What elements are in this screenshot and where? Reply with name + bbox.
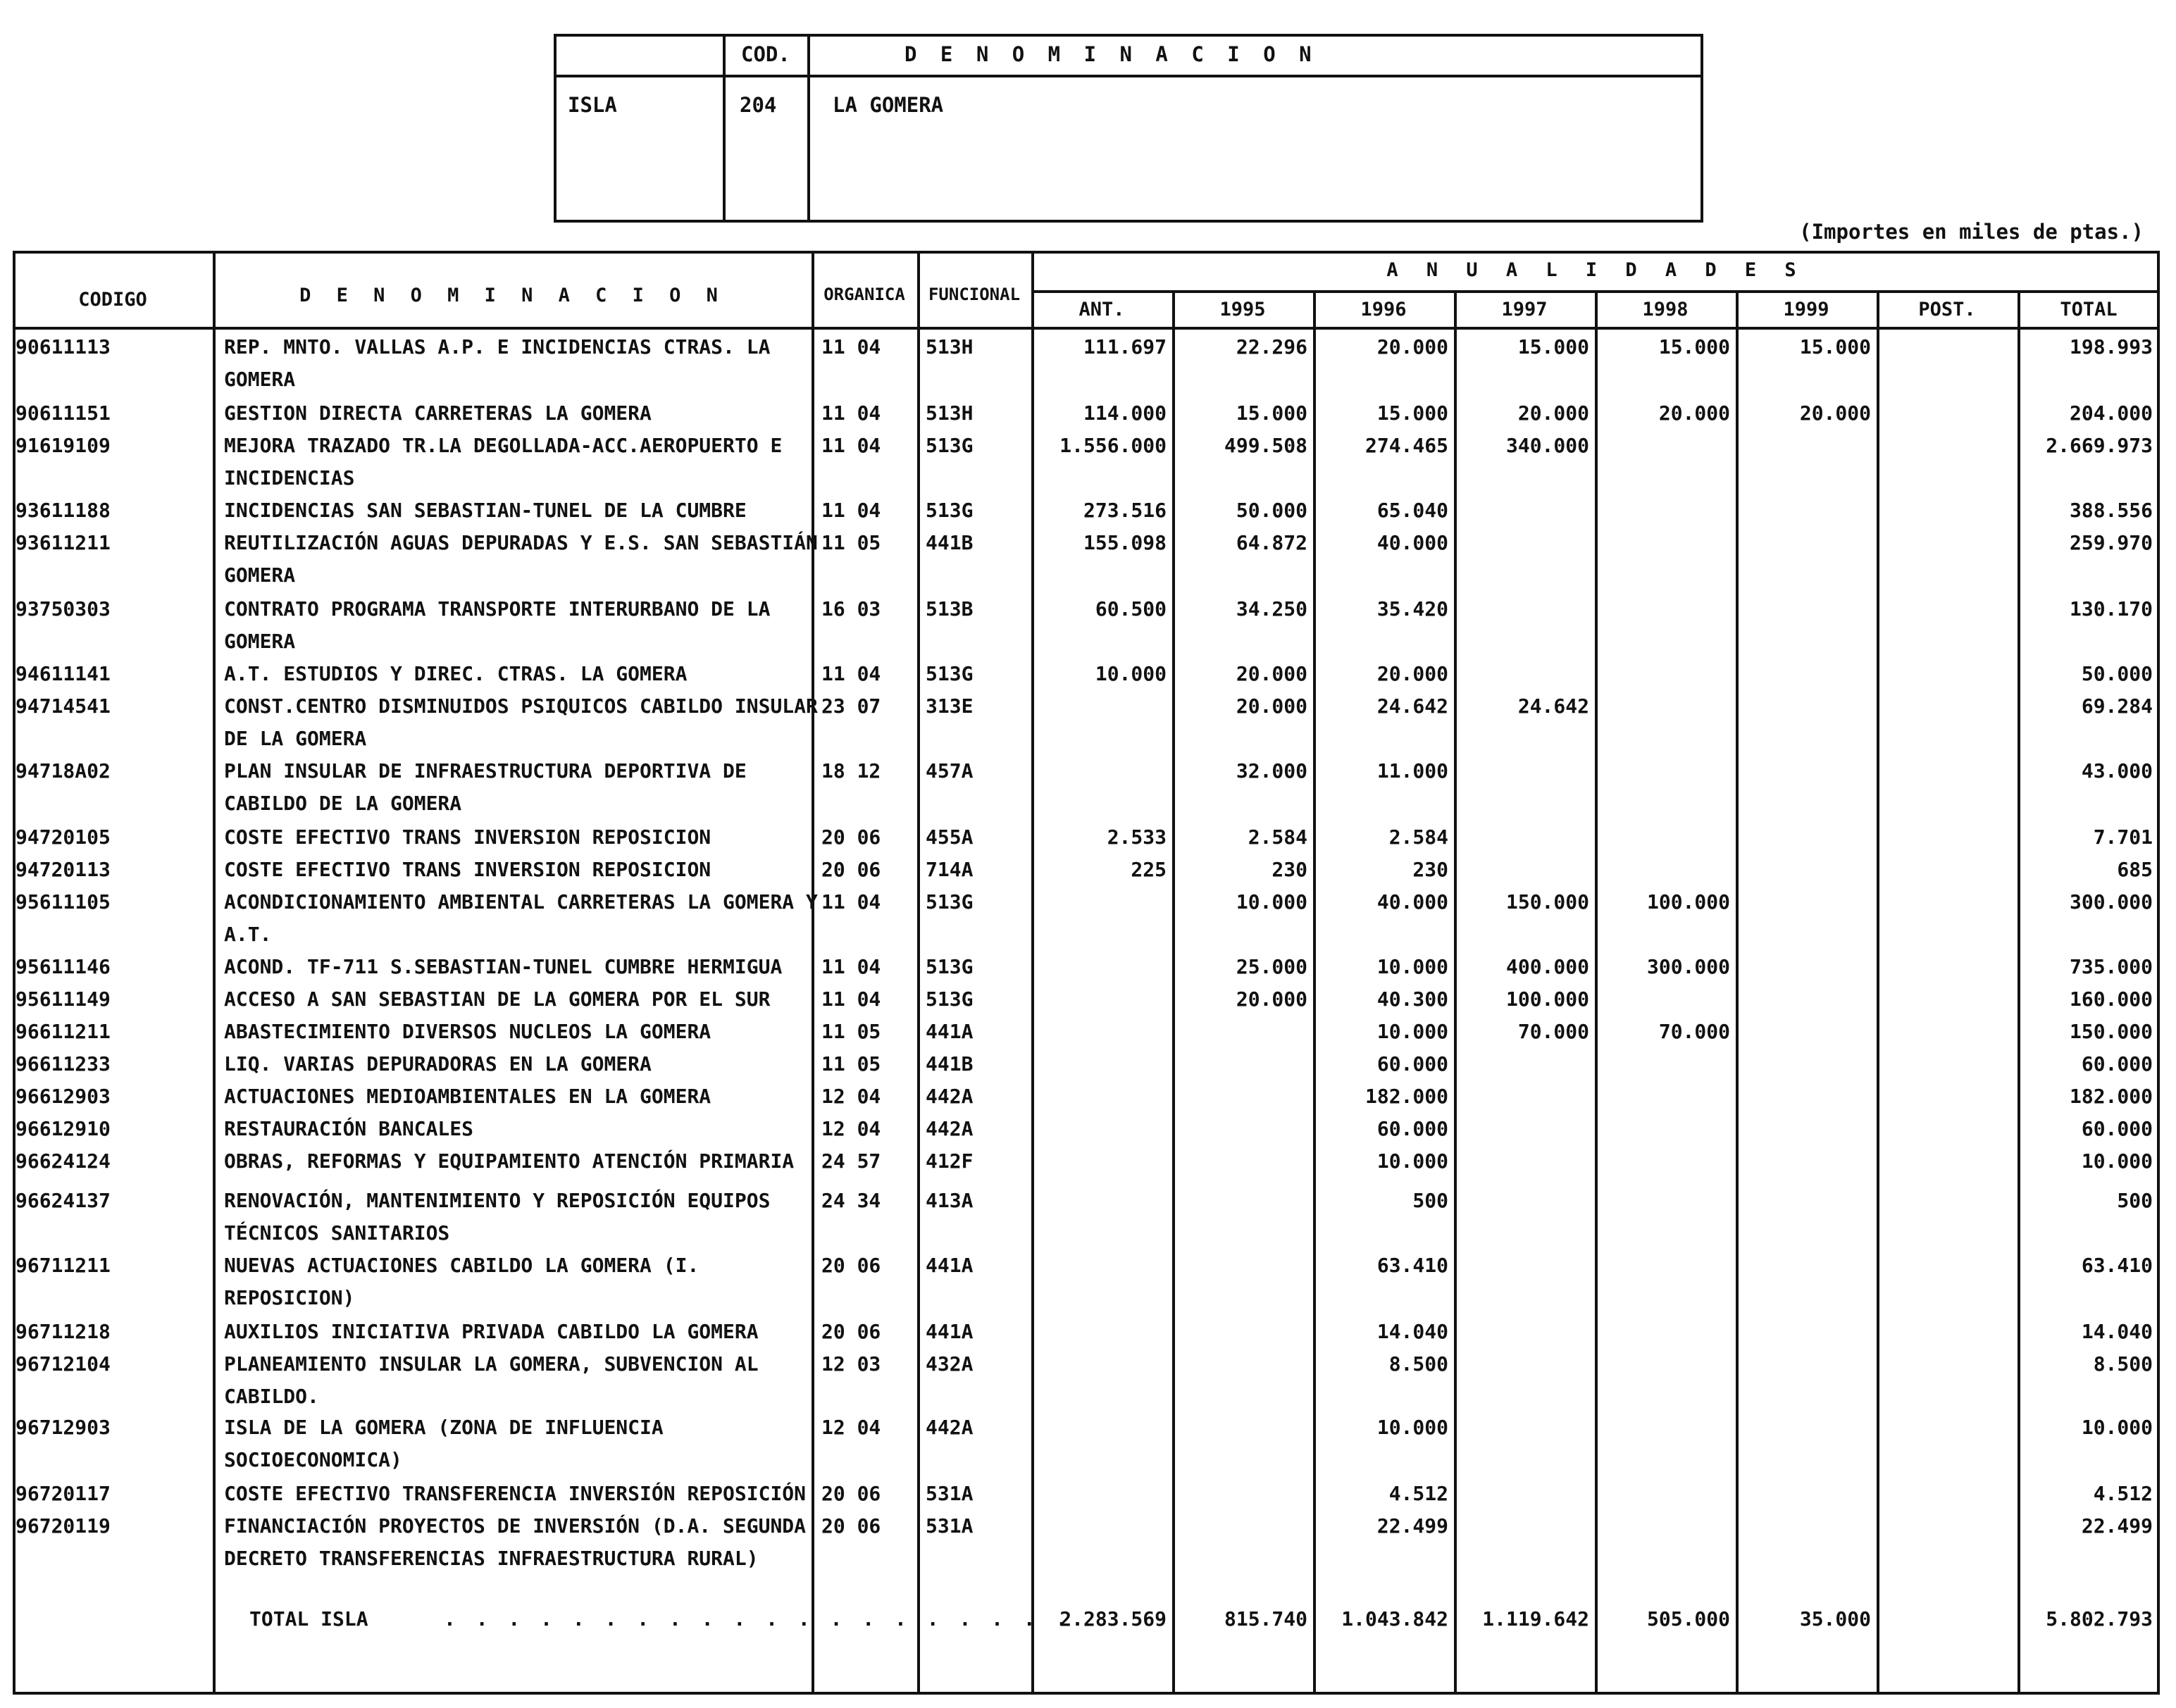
cell-funcional: 457A xyxy=(926,759,974,783)
cell-funcional: 432A xyxy=(926,1352,974,1376)
cell-organica: 12 04 xyxy=(821,1416,881,1439)
cell-1995: 50.000 xyxy=(1236,499,1307,522)
cell-codigo: 95611149 xyxy=(15,987,111,1011)
cell-funcional: 441A xyxy=(926,1320,974,1343)
cell-ant: 273.516 xyxy=(1083,499,1167,522)
cell-denominacion: ACOND. TF-711 S.SEBASTIAN-TUNEL CUMBRE HERMIGUA xyxy=(224,955,783,978)
th-1995: 1995 xyxy=(1219,299,1266,320)
cell-1996: 4.512 xyxy=(1388,1482,1448,1505)
cell-total: 500 xyxy=(2117,1189,2153,1212)
cell-total: 685 xyxy=(2117,858,2153,881)
cell-1996: 10.000 xyxy=(1376,1149,1448,1173)
cell-funcional: 442A xyxy=(926,1416,974,1439)
cell-denominacion: ACTUACIONES MEDIOAMBIENTALES EN LA GOMERA xyxy=(224,1085,711,1108)
cell-denominacion: MEJORA TRAZADO TR.LA DEGOLLADA-ACC.AEROPUERTO E INCIDENCIAS xyxy=(224,434,783,490)
cell-codigo: 96611233 xyxy=(15,1052,111,1076)
cell-1996: 40.000 xyxy=(1376,531,1448,554)
cell-1996: 15.000 xyxy=(1376,401,1448,425)
th-denominacion: D E N O M I N A C I O N xyxy=(299,285,725,306)
cell-denominacion: RESTAURACIÓN BANCALES xyxy=(224,1117,474,1140)
cell-total: 130.170 xyxy=(2069,597,2153,621)
cell-codigo: 96624124 xyxy=(15,1149,111,1173)
cell-codigo: 96612910 xyxy=(15,1117,111,1140)
cell-denominacion: NUEVAS ACTUACIONES CABILDO LA GOMERA (I. REPOSICION) xyxy=(224,1254,700,1309)
cell-organica: 11 04 xyxy=(821,434,881,457)
cell-codigo: 90611151 xyxy=(15,401,111,425)
cell-denominacion: GESTION DIRECTA CARRETERAS LA GOMERA xyxy=(224,401,652,425)
cell-total: 2.669.973 xyxy=(2046,434,2153,457)
cell-funcional: 441A xyxy=(926,1020,974,1043)
cell-1998: 20.000 xyxy=(1658,401,1730,425)
cell-total: 160.000 xyxy=(2069,987,2153,1011)
cell-1997: 400.000 xyxy=(1505,955,1589,978)
header-divider xyxy=(807,37,810,220)
th-1998: 1998 xyxy=(1642,299,1689,320)
cell-ant: 225 xyxy=(1131,858,1167,881)
cell-funcional: 531A xyxy=(926,1482,974,1505)
cell-1996: 22.499 xyxy=(1376,1514,1448,1538)
cell-1995: 499.508 xyxy=(1224,434,1307,457)
cell-organica: 11 04 xyxy=(821,499,881,522)
cell-ant: 111.697 xyxy=(1083,335,1167,359)
cell-1995: 230 xyxy=(1272,858,1307,881)
cell-1995: 25.000 xyxy=(1236,955,1307,978)
cell-organica: 24 57 xyxy=(821,1149,881,1173)
total-1998: 505.000 xyxy=(1646,1607,1730,1631)
header-rule xyxy=(1031,290,2160,293)
cell-total: 198.993 xyxy=(2069,335,2153,359)
cell-1997: 100.000 xyxy=(1505,987,1589,1011)
cell-organica: 16 03 xyxy=(821,597,881,621)
cell-funcional: 513H xyxy=(926,401,974,425)
header-rule xyxy=(13,327,2160,330)
cell-1995: 10.000 xyxy=(1236,890,1307,914)
cell-ant: 114.000 xyxy=(1083,401,1167,425)
cell-total: 60.000 xyxy=(2081,1117,2153,1140)
cell-codigo: 94611141 xyxy=(15,662,111,685)
cell-1996: 20.000 xyxy=(1376,662,1448,685)
cell-1998: 100.000 xyxy=(1646,890,1730,914)
cell-denominacion: REUTILIZACIÓN AGUAS DEPURADAS Y E.S. SAN SEBASTIÁN GOMERA xyxy=(224,531,818,587)
cell-1995: 64.872 xyxy=(1236,531,1307,554)
cell-funcional: 412F xyxy=(926,1149,974,1173)
header-rule xyxy=(557,75,1701,77)
cell-total: 182.000 xyxy=(2069,1085,2153,1108)
cell-funcional: 513G xyxy=(926,890,974,914)
cell-codigo: 96711211 xyxy=(15,1254,111,1277)
cell-1996: 274.465 xyxy=(1364,434,1448,457)
cell-1996: 35.420 xyxy=(1376,597,1448,621)
cell-organica: 11 04 xyxy=(821,335,881,359)
cell-organica: 18 12 xyxy=(821,759,881,783)
cell-organica: 11 04 xyxy=(821,955,881,978)
cell-funcional: 441B xyxy=(926,531,974,554)
cell-codigo: 94720105 xyxy=(15,825,111,849)
cell-denominacion: ISLA DE LA GOMERA (ZONA DE INFLUENCIA SOCIOECONOMICA) xyxy=(224,1416,664,1471)
cell-denominacion: AUXILIOS INICIATIVA PRIVADA CABILDO LA GOMERA xyxy=(224,1320,759,1343)
col-divider xyxy=(1595,290,1598,1695)
cell-1996: 40.300 xyxy=(1376,987,1448,1011)
cell-ant: 10.000 xyxy=(1095,662,1167,685)
cell-total: 388.556 xyxy=(2069,499,2153,522)
cell-codigo: 96612903 xyxy=(15,1085,111,1108)
cell-1995: 20.000 xyxy=(1236,987,1307,1011)
total-ant: 2.283.569 xyxy=(1059,1607,1167,1631)
cell-denominacion: A.T. ESTUDIOS Y DIREC. CTRAS. LA GOMERA xyxy=(224,662,688,685)
cell-codigo: 90611113 xyxy=(15,335,111,359)
cell-codigo: 93750303 xyxy=(15,597,111,621)
cell-funcional: 513G xyxy=(926,955,974,978)
cell-organica: 20 06 xyxy=(821,1482,881,1505)
cell-codigo: 96712903 xyxy=(15,1416,111,1439)
cell-1996: 10.000 xyxy=(1376,1416,1448,1439)
cell-funcional: 513G xyxy=(926,434,974,457)
cell-1996: 40.000 xyxy=(1376,890,1448,914)
header-col-denominacion: D E N O M I N A C I O N xyxy=(904,42,1317,66)
cell-ant: 1.556.000 xyxy=(1059,434,1167,457)
cell-denominacion: COSTE EFECTIVO TRANS INVERSION REPOSICION xyxy=(224,825,711,849)
cell-codigo: 95611105 xyxy=(15,890,111,914)
cell-total: 259.970 xyxy=(2069,531,2153,554)
cell-1996: 10.000 xyxy=(1376,955,1448,978)
cell-organica: 20 06 xyxy=(821,1320,881,1343)
cell-total: 150.000 xyxy=(2069,1020,2153,1043)
col-divider xyxy=(917,251,920,1695)
cell-codigo: 93611211 xyxy=(15,531,111,554)
cell-1995: 2.584 xyxy=(1248,825,1307,849)
cell-codigo: 94720113 xyxy=(15,858,111,881)
cell-1995: 20.000 xyxy=(1236,662,1307,685)
cell-1997: 20.000 xyxy=(1517,401,1589,425)
cell-1996: 65.040 xyxy=(1376,499,1448,522)
cell-organica: 11 05 xyxy=(821,1020,881,1043)
cell-1996: 60.000 xyxy=(1376,1052,1448,1076)
th-1997: 1997 xyxy=(1501,299,1548,320)
cell-funcional: 441A xyxy=(926,1254,974,1277)
cell-total: 22.499 xyxy=(2081,1514,2153,1538)
cell-1997: 150.000 xyxy=(1505,890,1589,914)
cell-total: 10.000 xyxy=(2081,1149,2153,1173)
budget-table xyxy=(13,251,2160,1695)
cell-1995: 20.000 xyxy=(1236,694,1307,718)
cell-organica: 11 04 xyxy=(821,662,881,685)
th-1999: 1999 xyxy=(1783,299,1829,320)
cell-1998: 70.000 xyxy=(1658,1020,1730,1043)
cell-1996: 60.000 xyxy=(1376,1117,1448,1140)
cell-1996: 14.040 xyxy=(1376,1320,1448,1343)
cell-1998: 15.000 xyxy=(1658,335,1730,359)
cell-1999: 15.000 xyxy=(1799,335,1871,359)
cell-denominacion: COSTE EFECTIVO TRANS INVERSION REPOSICION xyxy=(224,858,711,881)
cell-1998: 300.000 xyxy=(1646,955,1730,978)
cell-funcional: 531A xyxy=(926,1514,974,1538)
cell-organica: 11 04 xyxy=(821,987,881,1011)
cell-total: 300.000 xyxy=(2069,890,2153,914)
cell-funcional: 513G xyxy=(926,499,974,522)
cell-funcional: 441B xyxy=(926,1052,974,1076)
th-1996: 1996 xyxy=(1360,299,1407,320)
th-post: POST. xyxy=(1918,299,1976,320)
cell-total: 204.000 xyxy=(2069,401,2153,425)
cell-denominacion: PLAN INSULAR DE INFRAESTRUCTURA DEPORTIVA DE CABILDO DE LA GOMERA xyxy=(224,759,747,815)
cell-ant: 155.098 xyxy=(1083,531,1167,554)
cell-1996: 500 xyxy=(1412,1189,1448,1212)
total-leader-dots: . . . . . . . . . . . . . . . . . . . . xyxy=(444,1607,1072,1631)
cell-codigo: 96624137 xyxy=(15,1189,111,1212)
cell-funcional: 442A xyxy=(926,1085,974,1108)
cell-organica: 12 04 xyxy=(821,1117,881,1140)
cell-denominacion: RENOVACIÓN, MANTENIMIENTO Y REPOSICIÓN EQUIPOS TÉCNICOS SANITARIOS xyxy=(224,1189,771,1245)
cell-codigo: 96720117 xyxy=(15,1482,111,1505)
cell-1996: 230 xyxy=(1412,858,1448,881)
island-header-box xyxy=(554,34,1703,223)
col-divider xyxy=(213,251,216,1695)
col-divider xyxy=(1031,251,1034,1695)
cell-total: 43.000 xyxy=(2081,759,2153,783)
cell-funcional: 442A xyxy=(926,1117,974,1140)
cell-total: 69.284 xyxy=(2081,694,2153,718)
th-anualidades: A N U A L I D A D E S xyxy=(1386,259,1805,281)
th-ant: ANT. xyxy=(1078,299,1125,320)
cell-organica: 11 05 xyxy=(821,531,881,554)
cell-total: 14.040 xyxy=(2081,1320,2153,1343)
cell-codigo: 94714541 xyxy=(15,694,111,718)
cell-1996: 20.000 xyxy=(1376,335,1448,359)
cell-1997: 15.000 xyxy=(1517,335,1589,359)
cell-denominacion: ACCESO A SAN SEBASTIAN DE LA GOMERA POR EL SUR xyxy=(224,987,771,1011)
cell-organica: 11 05 xyxy=(821,1052,881,1076)
cell-1996: 63.410 xyxy=(1376,1254,1448,1277)
cell-1996: 24.642 xyxy=(1376,694,1448,718)
cell-1997: 340.000 xyxy=(1505,434,1589,457)
th-total: TOTAL xyxy=(2060,299,2118,320)
cell-organica: 12 03 xyxy=(821,1352,881,1376)
cell-1999: 20.000 xyxy=(1799,401,1871,425)
cell-1996: 2.584 xyxy=(1388,825,1448,849)
cell-funcional: 714A xyxy=(926,858,974,881)
cell-funcional: 513G xyxy=(926,662,974,685)
cell-1995: 22.296 xyxy=(1236,335,1307,359)
cell-denominacion: CONTRATO PROGRAMA TRANSPORTE INTERURBANO DE LA GOMERA xyxy=(224,597,771,653)
th-funcional: FUNCIONAL xyxy=(928,285,1021,304)
cell-1997: 70.000 xyxy=(1517,1020,1589,1043)
cell-total: 60.000 xyxy=(2081,1052,2153,1076)
cell-denominacion: PLANEAMIENTO INSULAR LA GOMERA, SUBVENCION AL CABILDO. xyxy=(224,1352,759,1408)
total-1997: 1.119.642 xyxy=(1482,1607,1589,1631)
header-island-code: 204 xyxy=(740,93,777,117)
cell-total: 735.000 xyxy=(2069,955,2153,978)
total-total: 5.802.793 xyxy=(2046,1607,2153,1631)
total-label: TOTAL ISLA xyxy=(249,1607,368,1631)
cell-denominacion: REP. MNTO. VALLAS A.P. E INCIDENCIAS CTRAS. LA GOMERA xyxy=(224,335,771,391)
cell-organica: 24 34 xyxy=(821,1189,881,1212)
cell-denominacion: ABASTECIMIENTO DIVERSOS NUCLEOS LA GOMERA xyxy=(224,1020,711,1043)
cell-codigo: 96720119 xyxy=(15,1514,111,1538)
header-island-name: LA GOMERA xyxy=(833,93,944,117)
cell-1996: 11.000 xyxy=(1376,759,1448,783)
cell-funcional: 513H xyxy=(926,335,974,359)
units-note: (Importes en miles de ptas.) xyxy=(1799,220,2144,244)
cell-denominacion: LIQ. VARIAS DEPURADORAS EN LA GOMERA xyxy=(224,1052,652,1076)
cell-total: 4.512 xyxy=(2093,1482,2153,1505)
col-divider xyxy=(1877,290,1879,1695)
cell-denominacion: INCIDENCIAS SAN SEBASTIAN-TUNEL DE LA CUMBRE xyxy=(224,499,747,522)
cell-codigo: 91619109 xyxy=(15,434,111,457)
cell-1995: 34.250 xyxy=(1236,597,1307,621)
cell-organica: 20 06 xyxy=(821,1254,881,1277)
cell-denominacion: ACONDICIONAMIENTO AMBIENTAL CARRETERAS LA GOMERA Y A.T. xyxy=(224,890,818,946)
cell-organica: 23 07 xyxy=(821,694,881,718)
cell-denominacion: FINANCIACIÓN PROYECTOS DE INVERSIÓN (D.A. SEGUNDA DECRETO TRANSFERENCIAS INFRAESTRUCTURA RURAL) xyxy=(224,1514,807,1570)
cell-ant: 60.500 xyxy=(1095,597,1167,621)
cell-funcional: 513G xyxy=(926,987,974,1011)
cell-total: 10.000 xyxy=(2081,1416,2153,1439)
cell-codigo: 96611211 xyxy=(15,1020,111,1043)
cell-1995: 32.000 xyxy=(1236,759,1307,783)
cell-codigo: 95611146 xyxy=(15,955,111,978)
total-1999: 35.000 xyxy=(1799,1607,1871,1631)
cell-organica: 20 06 xyxy=(821,858,881,881)
cell-codigo: 96711218 xyxy=(15,1320,111,1343)
total-1995: 815.740 xyxy=(1224,1607,1307,1631)
cell-ant: 2.533 xyxy=(1107,825,1167,849)
cell-codigo: 94718A02 xyxy=(15,759,111,783)
cell-organica: 20 06 xyxy=(821,1514,881,1538)
cell-denominacion: CONST.CENTRO DISMINUIDOS PSIQUICOS CABILDO INSULAR DE LA GOMERA xyxy=(224,694,818,750)
header-label-isla: ISLA xyxy=(568,93,617,117)
cell-1996: 182.000 xyxy=(1364,1085,1448,1108)
cell-total: 7.701 xyxy=(2093,825,2153,849)
cell-codigo: 93611188 xyxy=(15,499,111,522)
cell-1995: 15.000 xyxy=(1236,401,1307,425)
header-col-cod: COD. xyxy=(741,42,790,66)
cell-funcional: 455A xyxy=(926,825,974,849)
col-divider xyxy=(1736,290,1739,1695)
cell-funcional: 513B xyxy=(926,597,974,621)
cell-denominacion: COSTE EFECTIVO TRANSFERENCIA INVERSIÓN REPOSICIÓN xyxy=(224,1482,807,1505)
cell-total: 8.500 xyxy=(2093,1352,2153,1376)
cell-1996: 8.500 xyxy=(1388,1352,1448,1376)
cell-organica: 20 06 xyxy=(821,825,881,849)
cell-1997: 24.642 xyxy=(1517,694,1589,718)
cell-funcional: 313E xyxy=(926,694,974,718)
cell-codigo: 96712104 xyxy=(15,1352,111,1376)
cell-denominacion: OBRAS, REFORMAS Y EQUIPAMIENTO ATENCIÓN PRIMARIA xyxy=(224,1149,795,1173)
cell-funcional: 413A xyxy=(926,1189,974,1212)
th-codigo: CODIGO xyxy=(78,289,147,311)
cell-organica: 12 04 xyxy=(821,1085,881,1108)
cell-organica: 11 04 xyxy=(821,890,881,914)
cell-total: 63.410 xyxy=(2081,1254,2153,1277)
total-1996: 1.043.842 xyxy=(1341,1607,1448,1631)
th-organica: ORGANICA xyxy=(823,285,905,304)
header-divider xyxy=(723,37,726,220)
cell-organica: 11 04 xyxy=(821,401,881,425)
cell-total: 50.000 xyxy=(2081,662,2153,685)
cell-1996: 10.000 xyxy=(1376,1020,1448,1043)
